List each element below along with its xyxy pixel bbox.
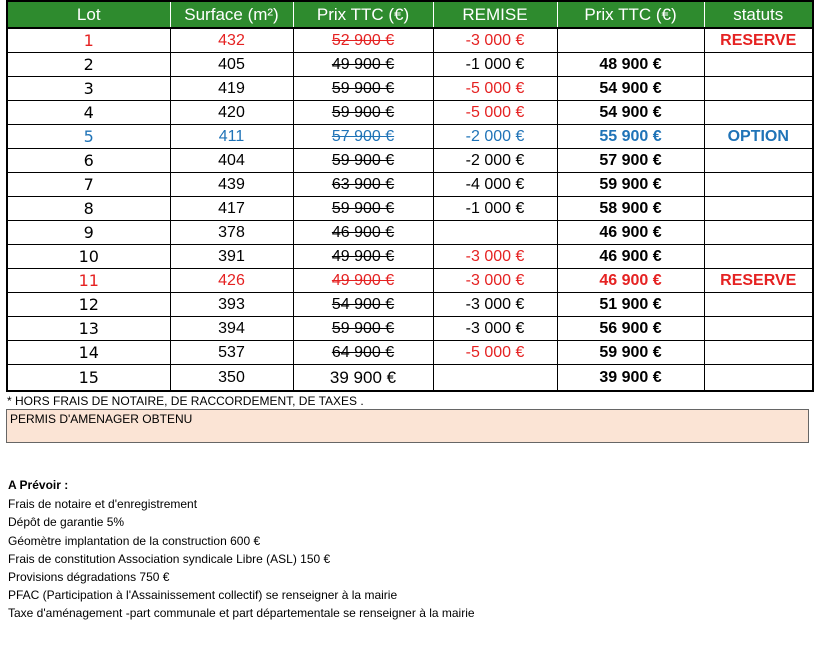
cell-prix-final: 51 900 € (557, 293, 704, 317)
cell-statut: OPTION (704, 125, 813, 149)
cell-remise: -5 000 € (433, 101, 557, 125)
header-statuts: statuts (704, 1, 813, 28)
cell-prix: 59 900 € (293, 317, 433, 341)
cell-surface: 411 (170, 125, 293, 149)
table-row (7, 197, 813, 221)
cell-lot: 12 (7, 293, 170, 317)
cell-remise (433, 221, 557, 245)
table-row (7, 125, 813, 149)
cell-prix: 64 900 € (293, 341, 433, 365)
cell-prix: 49 900 € (293, 53, 433, 77)
table-row (7, 101, 813, 125)
cell-statut (704, 341, 813, 365)
prevoir-item: Dépôt de garantie 5% (8, 515, 125, 530)
cell-remise: -3 000 € (433, 245, 557, 269)
cell-prix-final: 56 900 € (557, 317, 704, 341)
cell-remise: -1 000 € (433, 53, 557, 77)
prevoir-item: Taxe d'aménagement -part communale et part départementale se renseigner à la mairie (8, 606, 475, 621)
cell-remise: -5 000 € (433, 77, 557, 101)
table-row (7, 317, 813, 341)
cell-statut: RESERVE (704, 269, 813, 293)
cell-prix-final: 54 900 € (557, 101, 704, 125)
cell-prix: 49 900 € (293, 269, 433, 293)
table-row (7, 341, 813, 365)
cell-remise: -2 000 € (433, 125, 557, 149)
cell-surface: 420 (170, 101, 293, 125)
cell-surface: 394 (170, 317, 293, 341)
cell-prix: 39 900 € (293, 365, 433, 392)
lots-table (6, 0, 814, 392)
cell-statut (704, 173, 813, 197)
cell-statut (704, 149, 813, 173)
cell-statut (704, 365, 813, 392)
cell-prix-final: 46 900 € (557, 221, 704, 245)
cell-surface: 439 (170, 173, 293, 197)
header-prix: Prix TTC (€) (293, 1, 433, 28)
table-row (7, 245, 813, 269)
table-row (7, 149, 813, 173)
cell-lot: 13 (7, 317, 170, 341)
cell-prix: 59 900 € (293, 149, 433, 173)
cell-prix-final: 54 900 € (557, 77, 704, 101)
cell-prix-final: 46 900 € (557, 269, 704, 293)
cell-surface: 405 (170, 53, 293, 77)
header-prix-final: Prix TTC (€) (557, 1, 704, 28)
cell-lot: 5 (7, 125, 170, 149)
cell-prix: 49 900 € (293, 245, 433, 269)
cell-prix: 57 900 € (293, 125, 433, 149)
cell-remise: -3 000 € (433, 28, 557, 53)
hors-frais-note: * HORS FRAIS DE NOTAIRE, DE RACCORDEMENT, DE TAXES . (7, 394, 364, 408)
cell-prix: 63 900 € (293, 173, 433, 197)
cell-remise: -1 000 € (433, 197, 557, 221)
cell-prix: 59 900 € (293, 77, 433, 101)
cell-surface: 378 (170, 221, 293, 245)
prevoir-item: PFAC (Participation à l'Assainissement collectif) se renseigner à la mairie (8, 588, 398, 603)
cell-surface: 404 (170, 149, 293, 173)
prevoir-item: Géomètre implantation de la construction 600 € (8, 533, 261, 548)
cell-remise: -4 000 € (433, 173, 557, 197)
prevoir-item: Provisions dégradations 750 € (8, 570, 170, 585)
cell-statut (704, 245, 813, 269)
cell-statut (704, 293, 813, 317)
cell-surface: 393 (170, 293, 293, 317)
cell-lot: 7 (7, 173, 170, 197)
cell-statut (704, 221, 813, 245)
cell-lot: 15 (7, 365, 170, 392)
table-row (7, 77, 813, 101)
cell-prix: 59 900 € (293, 101, 433, 125)
cell-statut: RESERVE (704, 28, 813, 53)
cell-statut (704, 197, 813, 221)
cell-surface: 350 (170, 365, 293, 392)
cell-lot: 3 (7, 77, 170, 101)
cell-statut (704, 77, 813, 101)
cell-prix-final (557, 28, 704, 53)
cell-lot: 10 (7, 245, 170, 269)
cell-remise: -3 000 € (433, 317, 557, 341)
table-header-row (7, 1, 813, 28)
cell-lot: 4 (7, 101, 170, 125)
header-remise: REMISE (433, 1, 557, 28)
cell-surface: 432 (170, 28, 293, 53)
table-row (7, 221, 813, 245)
cell-lot: 11 (7, 269, 170, 293)
cell-prix: 46 900 € (293, 221, 433, 245)
cell-remise: -5 000 € (433, 341, 557, 365)
cell-prix: 52 900 € (293, 28, 433, 53)
cell-lot: 2 (7, 53, 170, 77)
header-lot: Lot (7, 1, 170, 28)
table-row (7, 293, 813, 317)
cell-lot: 14 (7, 341, 170, 365)
table-row (7, 173, 813, 197)
table-row (7, 365, 813, 392)
cell-remise: -2 000 € (433, 149, 557, 173)
cell-lot: 6 (7, 149, 170, 173)
cell-prix-final: 59 900 € (557, 341, 704, 365)
cell-statut (704, 53, 813, 77)
cell-prix-final: 58 900 € (557, 197, 704, 221)
prevoir-item: Frais de constitution Association syndicale Libre (ASL) 150 € (8, 551, 331, 566)
prevoir-item: Frais de notaire et d'enregistrement (8, 497, 198, 512)
cell-remise: -3 000 € (433, 269, 557, 293)
cell-surface: 426 (170, 269, 293, 293)
cell-prix-final: 57 900 € (557, 149, 704, 173)
table-row (7, 269, 813, 293)
cell-prix-final: 46 900 € (557, 245, 704, 269)
cell-prix: 59 900 € (293, 197, 433, 221)
cell-remise (433, 365, 557, 392)
cell-prix-final: 55 900 € (557, 125, 704, 149)
cell-prix-final: 48 900 € (557, 53, 704, 77)
cell-lot: 8 (7, 197, 170, 221)
cell-statut (704, 317, 813, 341)
prevoir-title: A Prévoir : (8, 478, 69, 492)
cell-statut (704, 101, 813, 125)
cell-prix-final: 39 900 € (557, 365, 704, 392)
cell-remise: -3 000 € (433, 293, 557, 317)
cell-lot: 9 (7, 221, 170, 245)
cell-prix: 54 900 € (293, 293, 433, 317)
cell-surface: 419 (170, 77, 293, 101)
cell-lot: 1 (7, 28, 170, 53)
cell-surface: 417 (170, 197, 293, 221)
cell-surface: 391 (170, 245, 293, 269)
table-row (7, 28, 813, 53)
prevoir-section (8, 476, 475, 623)
cell-surface: 537 (170, 341, 293, 365)
header-surface: Surface (m²) (170, 1, 293, 28)
cell-prix-final: 59 900 € (557, 173, 704, 197)
price-sheet (6, 0, 812, 443)
permis-box: PERMIS D'AMENAGER OBTENU (6, 409, 809, 443)
table-row (7, 53, 813, 77)
